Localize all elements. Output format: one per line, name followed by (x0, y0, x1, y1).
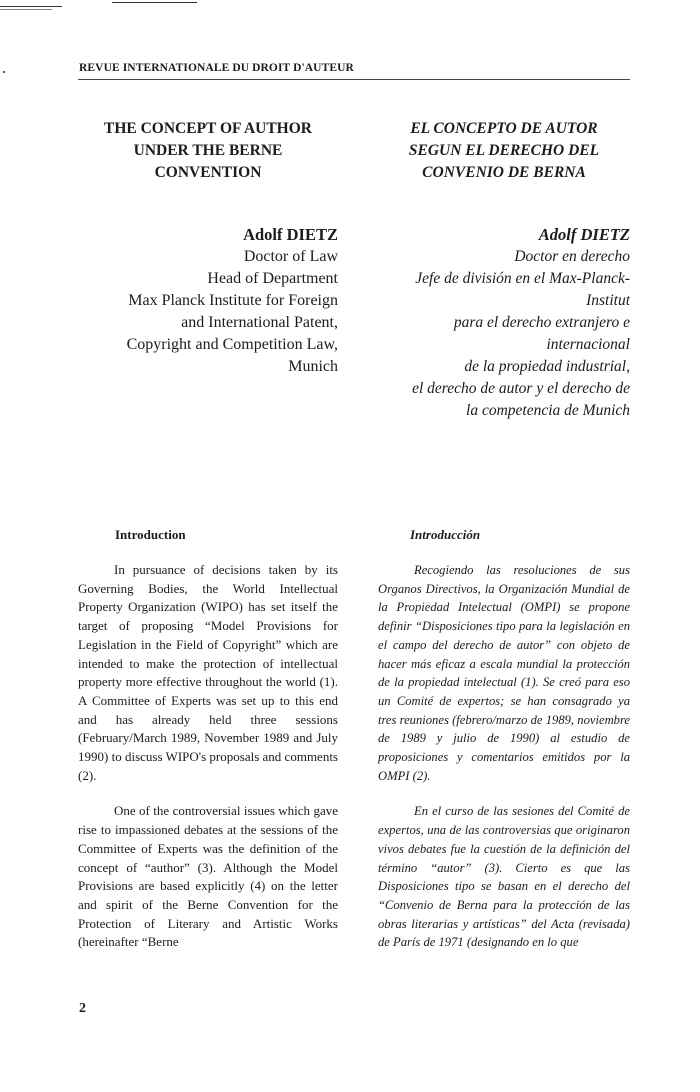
affiliation-line: Jefe de división en el Max-Planck- (415, 270, 630, 287)
title-line: CONVENIO DE BERNA (422, 164, 586, 181)
paragraph: One of the controversial issues which gave rise to impassioned debates at the sessions of the Committee of Experts was the definition of the concept of “author” (3). Although the Model Provisions are based explicitly (4) on the letter and spirit of the Berne Convention for the Protection of Literary and Artistic Works (hereinafter “Berne (78, 803, 338, 950)
affiliation-line: de la propiedad industrial, (464, 358, 630, 375)
section-heading-spanish: Introducción (410, 527, 481, 542)
author-block-spanish (378, 224, 630, 422)
title-line: CONVENTION (154, 164, 262, 181)
article-title-english (78, 118, 338, 184)
title-line: UNDER THE BERNE (133, 142, 283, 159)
affiliation-line: Munich (288, 358, 338, 375)
author-name: Adolf DIETZ (243, 225, 338, 244)
author-name: Adolf DIETZ (538, 225, 630, 244)
page-number: 2 (79, 1001, 86, 1016)
title-line: EL CONCEPTO DE AUTOR (410, 120, 598, 137)
affiliation-line: la competencia de Munich (466, 402, 630, 419)
paragraph: In pursuance of decisions taken by its Governing Bodies, the World Intellectual Property Organization (WIPO) has set itself the target of proposing “Model Provisions for Legislation in the Field of Copyright” which are intended to make the protection of intellectual property more effective throughout the world (1). A Committee of Experts was set up to this end and has already held three sessions (February/March 1989, November 1989 and July 1990) to discuss WIPO's proposals and comments (2). (78, 562, 338, 783)
affiliation-line: Doctor en derecho (514, 248, 630, 265)
affiliation-line: Max Planck Institute for Foreign (128, 292, 338, 309)
paragraph: Recogiendo las resoluciones de sus Organos Directivos, la Organización Mundial de la Propiedad Intelectual (OMPI) se propone definir “Disposiciones tipo para la legislación en el campo del derecho de autor” con objeto de hacer más eficaz a escala mundial la protección de la propiedad intelectual (1). Se creó para eso un Comité de expertos; se han consagrado ya tres reuniones (febrero/marzo de 1989, noviembre de 1989 y julio de 1990) al estudio de proposiciones y comentarios emitidos por la OMPI (2). (378, 563, 630, 783)
affiliation-line: internacional (546, 336, 630, 353)
body-text-spanish (378, 561, 630, 969)
article-title-spanish (378, 118, 630, 184)
author-block-english (78, 224, 338, 378)
title-line: SEGUN EL DERECHO DEL (408, 142, 600, 159)
title-line: THE CONCEPT OF AUTHOR (104, 120, 312, 137)
affiliation-line: Institut (586, 292, 630, 309)
margin-mark (3, 71, 5, 73)
affiliation-line: Head of Department (207, 270, 338, 287)
affiliation-line: Copyright and Competition Law, (126, 336, 338, 353)
affiliation-line: para el derecho extranjero e (453, 314, 630, 331)
header-rule (78, 79, 630, 80)
affiliation-line: el derecho de autor y el derecho de (412, 380, 630, 397)
affiliation-line: Doctor of Law (243, 248, 338, 265)
top-decorative-rule-3 (0, 9, 52, 10)
top-decorative-rule (0, 6, 62, 7)
paragraph: En el curso de las sesiones del Comité de expertos, una de las controversias que originaron vivos debates fue la cuestión de la definición del término “autor” (3). Cierto es que las Disposiciones tipo se basan en el derecho del “Convenio de Berna para la protección de las obras literarias y artísticas” del Acta (revisada) de París de 1971 (designando en lo que (378, 804, 630, 950)
affiliation-line: and International Patent, (181, 314, 338, 331)
body-text-english (78, 561, 338, 969)
top-decorative-rule-2 (112, 2, 197, 3)
section-heading-english: Introduction (115, 527, 186, 542)
running-header: REVUE INTERNATIONALE DU DROIT D'AUTEUR (79, 62, 354, 74)
